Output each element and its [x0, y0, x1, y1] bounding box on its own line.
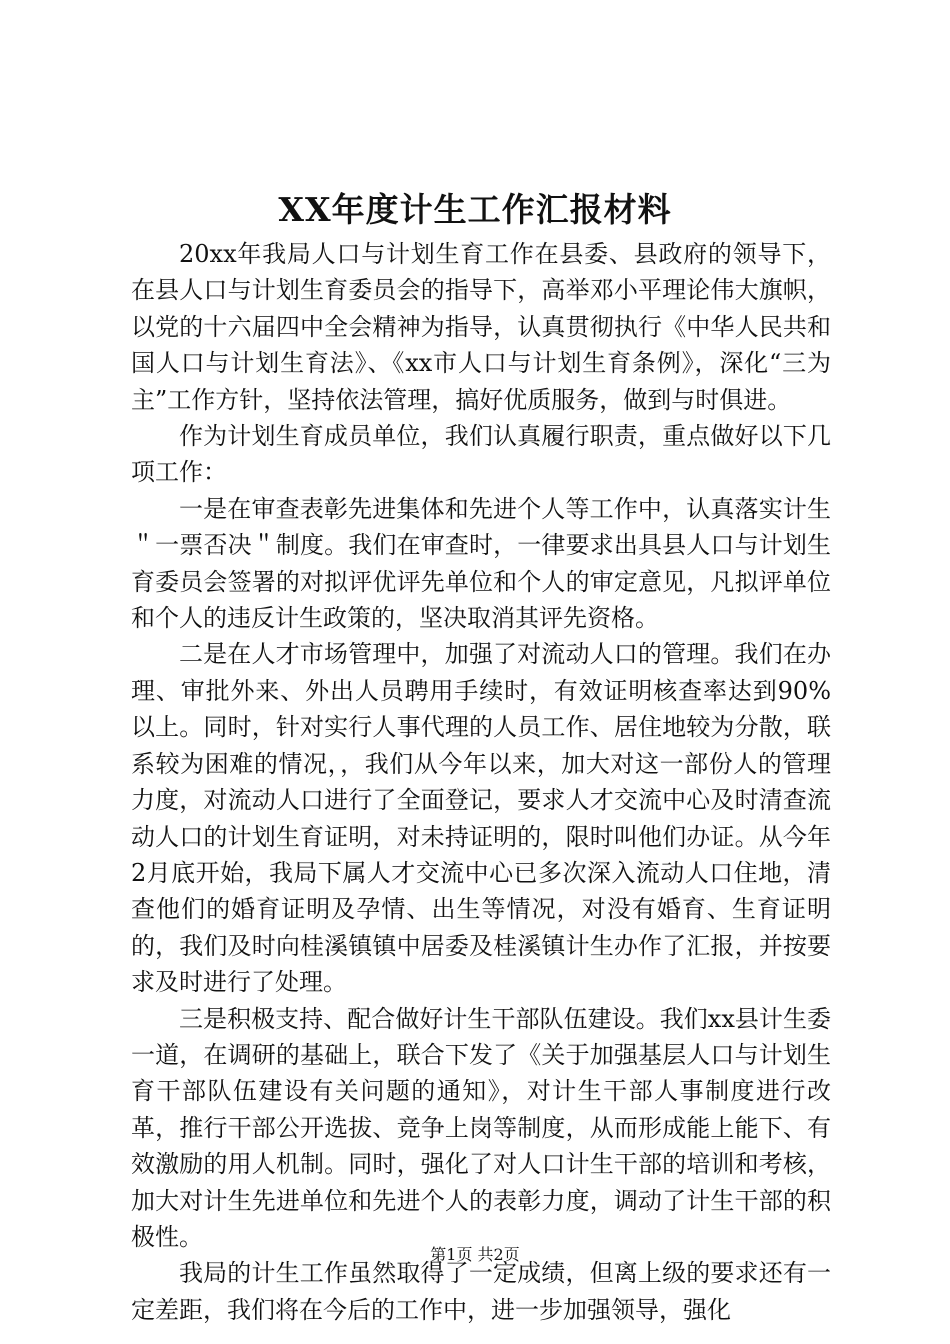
document-body	[131, 236, 831, 1328]
paragraph-item-two: 二是在人才市场管理中，加强了对流动人口的管理。我们在办理、审批外来、外出人员聘用手续时，有效证明核查率达到90%以上。同时，针对实行人事代理的人员工作、居住地较为分散，联系较为困难的情况，，我们从今年以来，加大对这一部份人的管理力度，对流动人口进行了全面登记，要求人才交流中心及时清查流动人口的计划生育证明，对未持证明的，限时叫他们办证。从今年2月底开始，我局下属人才交流中心已多次深入流动人口住地，清查他们的婚育证明及孕情、出生等情况，对没有婚育、生育证明的，我们及时向桂溪镇镇中居委及桂溪镇计生办作了汇报，并按要求及时进行了处理。	[131, 640, 831, 997]
document-title: XX年度计生工作汇报材料	[278, 190, 672, 229]
paragraph-duties: 作为计划生育成员单位，我们认真履行职责，重点做好以下几项工作：	[131, 422, 831, 487]
paragraph-intro: 20xx年我局人口与计划生育工作在县委、县政府的领导下，在县人口与计划生育委员会的指导下，高举邓小平理论伟大旗帜，以党的十六届四中全会精神为指导，认真贯彻执行《中华人民共和国人口与计划生育法》、《xx市人口与计划生育条例》，深化“三为主”工作方针，坚持依法管理，搞好优质服务，做到与时俱进。	[131, 240, 831, 414]
paragraph-conclusion: 我局的计生工作虽然取得了一定成绩，但离上级的要求还有一定差距，我们将在今后的工作中，进一步加强领导，强化	[131, 1259, 831, 1324]
page-number-footer: 第1页 共2页	[430, 1245, 520, 1264]
paragraph-item-one: 一是在审查表彰先进集体和先进个人等工作中，认真落实计生＂一票否决＂制度。我们在审查时，一律要求出具县人口与计划生育委员会签署的对拟评优评先单位和个人的审定意见，凡拟评单位和个人的违反计生政策的，坚决取消其评先资格。	[131, 494, 831, 633]
paragraph-item-three: 三是积极支持、配合做好计生干部队伍建设。我们xx县计生委一道，在调研的基础上，联合下发了《关于加强基层人口与计划生育干部队伍建设有关问题的通知》，对计生干部人事制度进行改革，推行干部公开选拔、竞争上岗等制度，从而形成能上能下、有效激励的用人机制。同时，强化了对人口计生干部的培训和考核，加大对计生先进单位和先进个人的表彰力度，调动了计生干部的积极性。	[131, 1004, 831, 1251]
